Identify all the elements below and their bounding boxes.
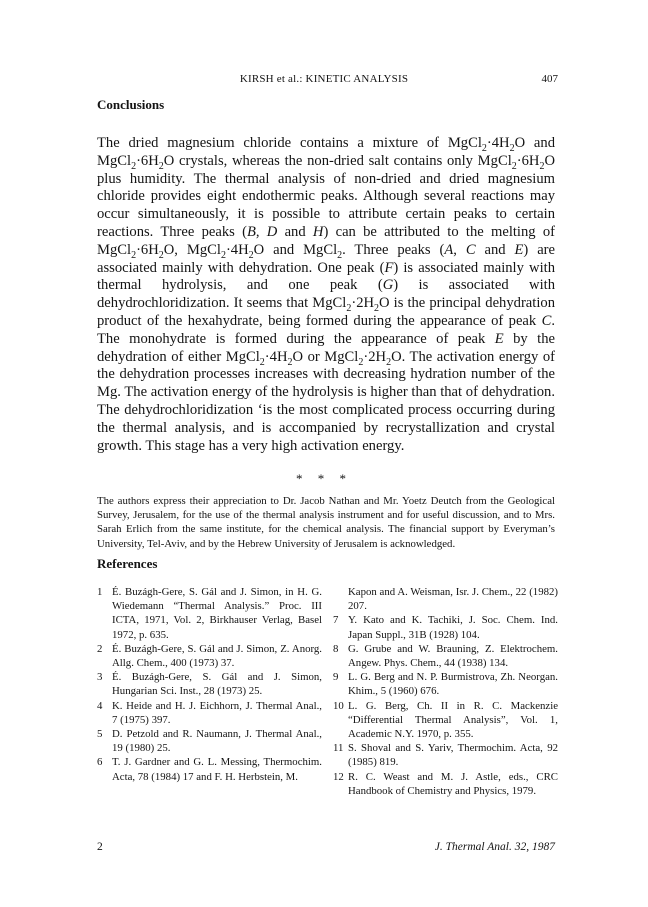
reference-item-8: 8 G. Grube and W. Brauning, Z. Elektrochem. Angew. Phys. Chem., 44 (1938) 134. (333, 642, 558, 670)
reference-item-10: 10 L. G. Berg, Ch. II in R. C. Mackenzie “Differential Thermal Analysis”, Vol. 1, Academic N.Y. 1970, p. 355. (333, 699, 558, 741)
reference-item-5: 5 D. Petzold and R. Naumann, J. Thermal Anal., 19 (1980) 25. (97, 728, 322, 755)
journal-reference: J. Thermal Anal. 32, 1987 (434, 841, 555, 853)
reference-item-6-continued: Kapon and A. Weisman, Isr. J. Chem., 22 (1982) 207. (348, 586, 558, 613)
reference-item-2: 2 É. Buzágh-Gere, S. Gál and J. Simon, Z. Anorg. Allg. Chem., 400 (1973) 37. (97, 642, 322, 670)
page-number: 407 (541, 73, 558, 85)
reference-item-7: 7 Y. Kato and K. Tachiki, J. Soc. Chem. Ind. Japan Suppl., 31B (1928) 104. (333, 614, 558, 641)
conclusions-heading: Conclusions (97, 97, 165, 112)
running-header (0, 71, 648, 87)
page-footer (97, 841, 555, 857)
reference-item-4: 4 K. Heide and H. J. Eichhorn, J. Thermal Anal., 7 (1975) 397. (97, 699, 322, 726)
reference-item-9: 9 L. G. Berg and N. P. Burmistrova, Zh. Neorgan. Khim., 5 (1960) 676. (333, 671, 558, 698)
reference-item-11: 11 S. Shoval and S. Yariv, Thermochim. Acta, 92 (1985) 819. (333, 742, 558, 769)
acknowledgment-paragraph: The authors express their appreciation to Dr. Jacob Nathan and Mr. Yoetz Deutch from the Geological Survey, Jerusalem, for the use of the thermal analysis instrument and for useful discussion, and to Mrs. Sarah Erlich from the same institute, for the chemical analysis. The financial support by Everyman’s University, Tel-Aviv, and by the Hebrew University of Jerusalem is acknowledged. (97, 495, 555, 550)
conclusions-paragraph: The dried magnesium chloride contains a mixture of $MgCl_2\cdot 4H_2O$ and $MgCl_2\cdot 6H_2O$ crystals, whereas the non-dried salt contains only $MgCl_2\cdot 6H_2O$ plus humidity. The thermal analysis of non-dried and dried magnesium chloride provides eight endothermic peaks. Although several reactions may occur simultaneously, it is possible to attribute certain peaks to certain reactions. Three peaks (B, D and H) can be attributed to the melting of $MgCl_2\cdot 6H_2O$, $MgCl_2\cdot 4H_2O$ and MgCl$_2$. Three peaks (A, C and E) are associated mainly with dehydration. One peak (F) is associated mainly with thermal hydrolysis, and one peak (G) is associated with dehydrochloridization. It seems that $MgCl_2\cdot 2H_2O$ is the principal dehydration product of the hexahydrate, being formed during the appearance of peak C. The monohydrate is formed during the appearance of peak E by the dehydration of either $MgCl_2\cdot 4H_2O$ or $MgCl_2\cdot 2H_2O$. The activation energy of the dehydration processes increases with decreasing hydration number of the Mg. The activation energy of the hydrolysis is higher than that of dehydration. The dehydrochloridization ʻis the most complicated process occurring during the thermal analysis, and is accompanied by recrystallization and crystal growth. This stage has a very high activation energy. (97, 135, 556, 454)
references-right-column (333, 585, 558, 798)
references-heading: References (97, 556, 158, 571)
sheet-number: 2 (97, 841, 103, 853)
reference-item-3: 3 É. Buzágh-Gere, S. Gál and J. Simon, Hungarian Sci. Inst., 28 (1973) 25. (97, 671, 322, 698)
reference-item-12: 12 R. C. Weast and M. J. Astle, eds., CRC Handbook of Chemistry and Physics, 1979. (333, 770, 558, 797)
reference-item-1: 1 É. Buzágh-Gere, S. Gál and J. Simon, in H. G. Wiedemann “Thermal Analysis.” Proc. III ICTA, 1971, Vol. 2, Birkhauser Verlag, Basel 1972, p. 635. (97, 586, 322, 641)
section-separator: * * * (296, 471, 352, 486)
running-title: KIRSH et al.: KINETIC ANALYSIS (239, 73, 409, 85)
reference-item-6: 6 T. J. Gardner and G. L. Messing, Thermochim. Acta, 78 (1984) 17 and F. H. Herbstein, M. (97, 756, 322, 783)
references-left-column (97, 585, 322, 784)
